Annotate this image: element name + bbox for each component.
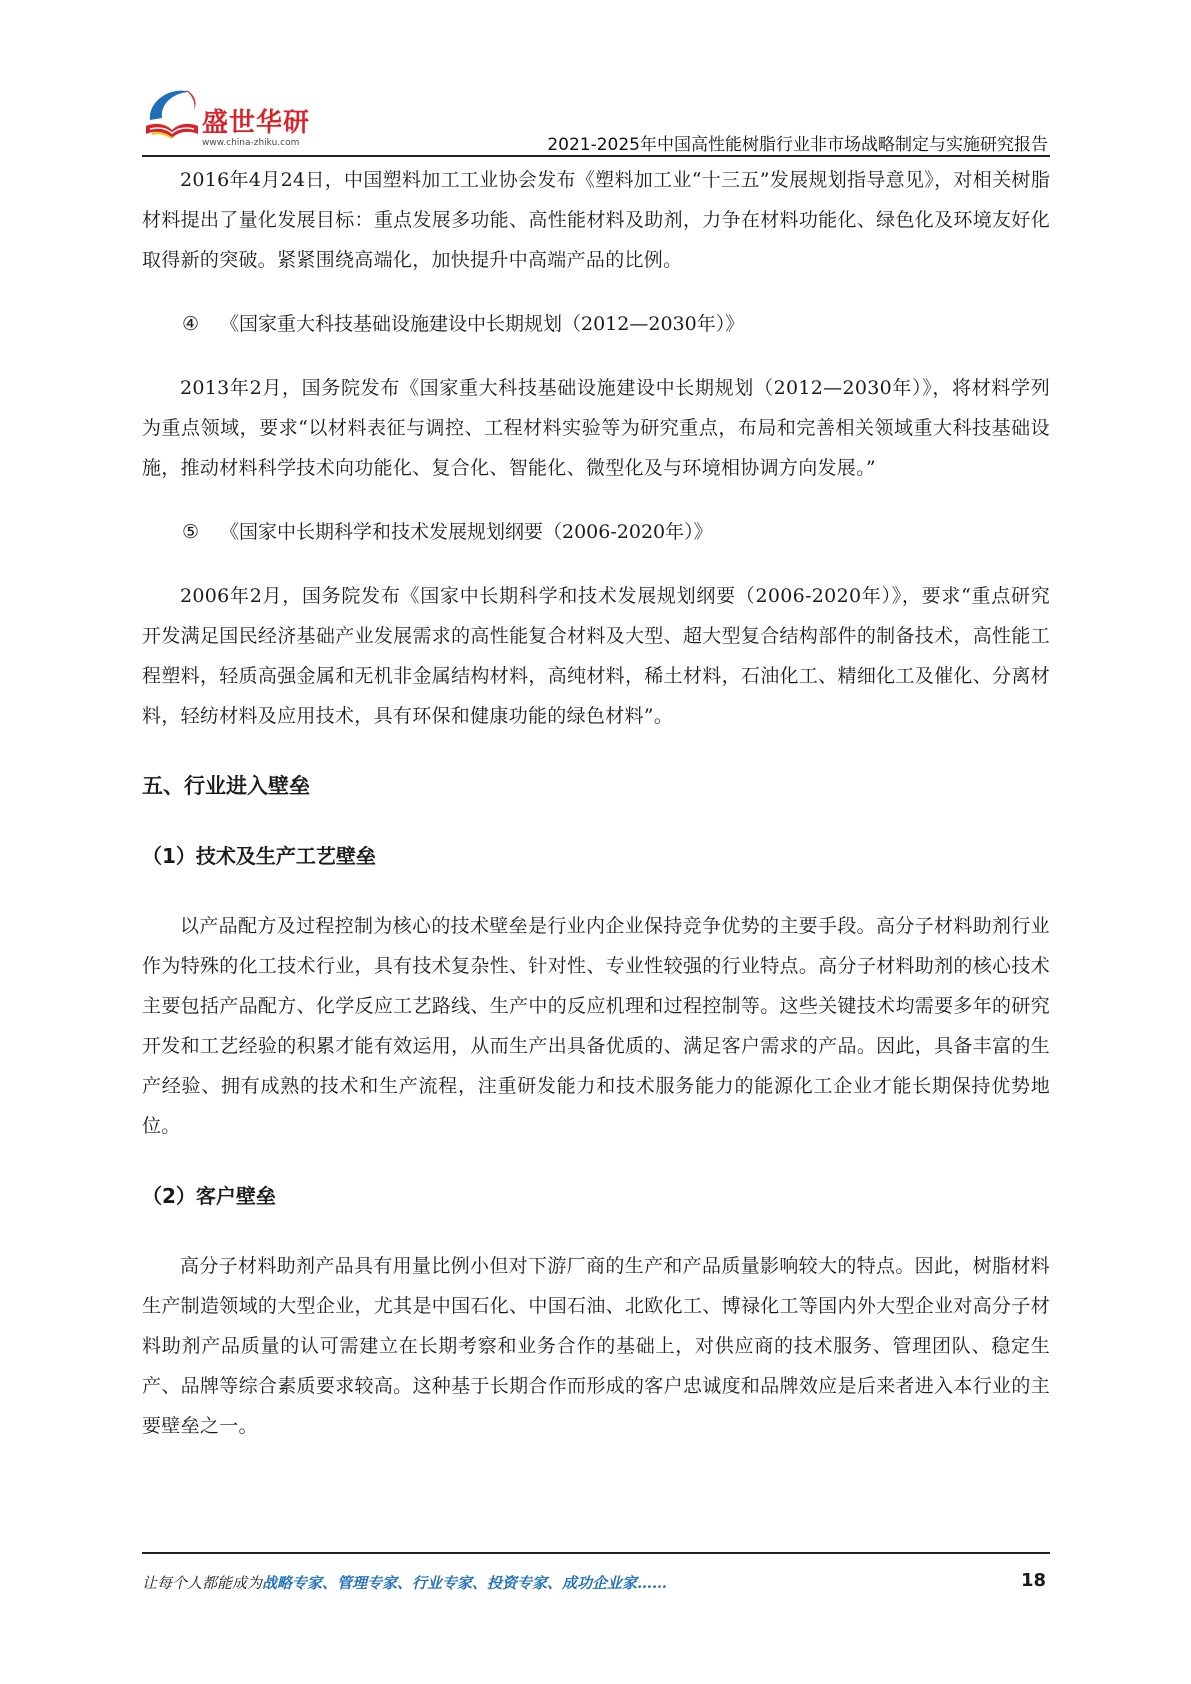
list-item-5-title: 《国家中长期科学和技术发展规划纲要（2006-2020年）》: [220, 521, 713, 543]
list-item-5-number: ⑤: [182, 521, 200, 543]
logo-name: 盛世华研: [202, 108, 311, 138]
book-and-swoosh-logo-icon: [142, 82, 202, 148]
list-item-4-number: ④: [182, 313, 200, 335]
page-content: [142, 160, 1050, 1446]
slogan-prefix: 让每个人都能成为: [142, 1574, 263, 1592]
footer-divider: [142, 1552, 1050, 1554]
list-item-4-title: 《国家重大科技基础设施建设中长期规划（2012—2030年）》: [220, 313, 745, 335]
paragraph-science-plan: 2006年2月，国务院发布《国家中长期科学和技术发展规划纲要（2006-2020年）》，要求“重点研究开发满足国民经济基础产业发展需求的高性能复合材料及大型、超大型复合结构部件的制备技术，高性能工程塑料，轻质高强金属和无机非金属结构材料，高纯材料，稀土材料，石油化工、精细化工及催化、分离材料，轻纺材料及应用技术，具有环保和健康功能的绿色材料”。: [142, 585, 1050, 727]
footer-slogan: [142, 1572, 667, 1593]
list-item-4: [142, 304, 1050, 344]
logo-url: www.china-zhiku.com: [202, 138, 300, 148]
company-logo: [142, 82, 317, 148]
header-divider: [142, 155, 1050, 157]
paragraph-customer-barrier: 高分子材料助剂产品具有用量比例小但对下游厂商的生产和产品质量影响较大的特点。因此，树脂材料生产制造领域的大型企业，尤其是中国石化、中国石油、北欧化工、博禄化工等国内外大型企业对高分子材料助剂产品质量的认可需建立在长期考察和业务合作的基础上，对供应商的技术服务、管理团队、稳定生产、品牌等综合素质要求较高。这种基于长期合作而形成的客户忠诚度和品牌效应是后来者进入本行业的主要壁垒之一。: [142, 1255, 1050, 1437]
list-item-5: [142, 512, 1050, 552]
section-heading: 五、行业进入壁垒: [142, 774, 310, 798]
subsection-heading-customer: （2）客户壁垒: [142, 1184, 276, 1208]
slogan-highlight: 战略专家、管理专家、行业专家、投资专家、成功企业家……: [262, 1574, 668, 1592]
subsection-heading-technology: （1）技术及生产工艺壁垒: [142, 844, 376, 868]
paragraph-infrastructure-plan: 2013年2月，国务院发布《国家重大科技基础设施建设中长期规划（2012—2030年）》，将材料学列为重点领域，要求“以材料表征与调控、工程材料实验等为研究重点，布局和完善相关领域重大科技基础设施，推动材料科学技术向功能化、复合化、智能化、微型化及与环境相协调方向发展。”: [142, 377, 1050, 479]
paragraph-technology-barrier: 以产品配方及过程控制为核心的技术壁垒是行业内企业保持竞争优势的主要手段。高分子材料助剂行业作为特殊的化工技术行业，具有技术复杂性、针对性、专业性较强的行业特点。高分子材料助剂的核心技术主要包括产品配方、化学反应工艺路线、生产中的反应机理和过程控制等。这些关键技术均需要多年的研究开发和工艺经验的积累才能有效运用，从而生产出具备优质的、满足客户需求的产品。因此，具备丰富的生产经验、拥有成熟的技术和生产流程，注重研发能力和技术服务能力的能源化工企业才能长期保持优势地位。: [142, 915, 1050, 1137]
page-header: [142, 72, 1050, 157]
report-title: 2021-2025年中国高性能树脂行业非市场战略制定与实施研究报告: [547, 135, 1048, 155]
paragraph-plastics-plan: 2016年4月24日，中国塑料加工工业协会发布《塑料加工业“十三五”发展规划指导意见》，对相关树脂材料提出了量化发展目标：重点发展多功能、高性能材料及助剂，力争在材料功能化、绿色化及环境友好化取得新的突破。紧紧围绕高端化，加快提升中高端产品的比例。: [142, 169, 1050, 271]
page-number: 18: [1020, 1570, 1046, 1591]
